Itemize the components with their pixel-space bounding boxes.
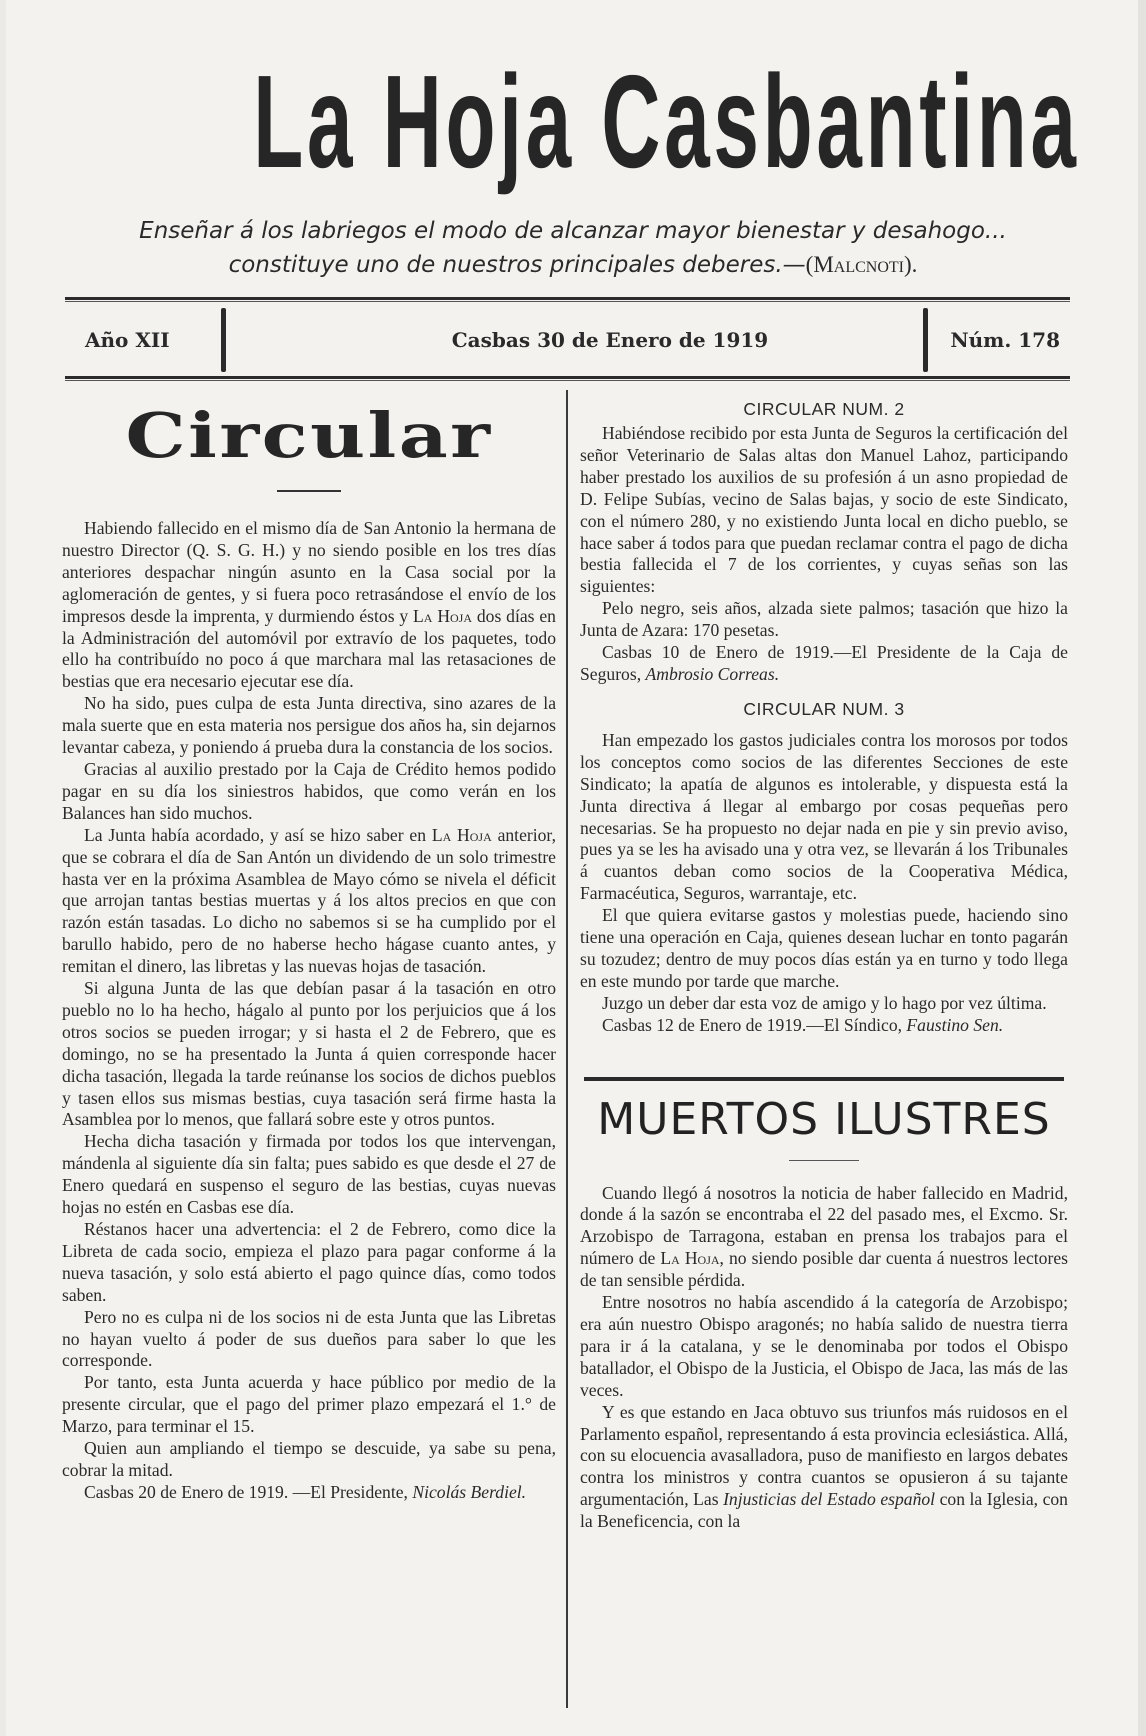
book-title: Injusticias del Estado español (723, 1489, 936, 1510)
info-divider (923, 308, 928, 372)
muertos-ilustres-title: MUERTOS ILUSTRES (597, 1093, 1051, 1145)
article-paragraph (580, 1183, 1068, 1293)
column-divider (566, 390, 568, 1708)
circular-2-heading: CIRCULAR NUM. 2 (743, 399, 905, 419)
issue-number: Núm. 178 (950, 328, 1060, 352)
article-paragraph: Pelo negro, seis años, alzada siete palmos; tasación que hizo la Junta de Azara: 170 pesetas. (580, 598, 1068, 641)
signature-text: Casbas 10 de Enero de 1919.—El Presidente de la Caja de Seguros, (580, 642, 1068, 684)
signature-name: Nicolás Berdiel. (412, 1481, 527, 1502)
newspaper-name: La Hoja (413, 605, 473, 626)
info-divider (221, 308, 226, 372)
newspaper-name: La Hoja (660, 1248, 720, 1269)
article-paragraph (580, 1402, 1068, 1533)
newspaper-name: La Hoja (431, 824, 492, 845)
paragraph-text: anterior, que se cobrara el día de San Antón un dividendo de un solo trimestre hasta ver en la próxima Asamblea de Mayo cómo se nivela el déficit que arrojan tantas bestias muertas y á los altos precios en que con razón están tasadas. Lo dicho no sabemos si se ha cumplido por el barullo habido, pero de no haberse hecho hágase cuanto antes, y remitan el dinero, las libretas y las nuevas hojas de tasación. (62, 824, 556, 977)
issue-place-date: Casbas 30 de Enero de 1919 (451, 328, 769, 352)
signature-name: Ambrosio Correas. (645, 663, 780, 684)
issue-info-row (65, 306, 1070, 374)
issue-year: Año XII (85, 328, 170, 352)
signature-line (62, 1482, 556, 1504)
article-paragraph: Juzgo un deber dar esta voz de amigo y lo hago por vez última. (602, 992, 1047, 1013)
article-paragraph: No ha sido, pues culpa de esta Junta directiva, sino azares de la mala suerte que en esta materia nos persigue dos años ha, sin dejarnos levantar cabeza, y poniendo á prueba dura la constancia de los socios. (62, 693, 556, 758)
article-paragraph: Hecha dicha tasación y firmada por todos los que intervengan, mándenla al siguiente día sin falta; pues sabido es que desde el 27 de Enero quedará en suspenso el seguro de las bestias, cuyas nuevas hojas no estén en Casbas ese día. (62, 1131, 556, 1218)
column-left (62, 398, 556, 1504)
header-rule-bottom (65, 376, 1070, 381)
article-paragraph (62, 825, 556, 978)
article-paragraph: Habiéndose recibido por esta Junta de Seguros la certificación del señor Veterinario de Salas altas don Manuel Lahoz, participando haber prestado los auxilios de su profesión á un asno propiedad de D. Felipe Subías, vecino de Salas bajas, y socio de este Sindicato, con el número 280, y no existiendo Junta local en dicho pueblo, se hace saber á todos para que puedan reclamar contra el pago de dicha bestia fallecida el 7 de los corrientes, y cuyas señas son las siguientes: (580, 423, 1068, 597)
article-paragraph: Por tanto, esta Junta acuerda y hace público por medio de la presente circular, que el pago del primer plazo empezará el 1.° de Marzo, para terminar el 15. (62, 1372, 556, 1437)
circular-3-heading: CIRCULAR NUM. 3 (743, 698, 905, 719)
paragraph-text: Habiendo fallecido en el mismo día de San Antonio la hermana de nuestro Director (Q. S. G. H.) y no siendo posible en los tres días anteriores despachar ningún asunto en la Casa social por la aglomeración de gentes, y si fuera poco retrasándose el envío de los impresos desde la imprenta, y durmiendo éstos y (62, 518, 556, 626)
paragraph-text: Cuando llegó á nosotros la noticia de haber fallecido en Madrid, donde á la sazón se encontraba el 22 del pasado mes, el Excmo. Sr. Arzobispo de Tarragona, estaban en prensa los trabajos para el número de (580, 1182, 1068, 1269)
masthead (0, 48, 1146, 195)
title-rule (277, 490, 341, 492)
article-paragraph: Gracias al auxilio prestado por la Caja de Crédito hemos podido pagar en su día los siniestros habidos, que como verán en los Balances han sido muchos. (62, 758, 556, 823)
motto-line-2 (0, 252, 1146, 278)
header-rule-top (65, 297, 1070, 302)
paragraph-text: , no siendo posible dar cuenta á nuestros lectores de tan sensible pérdida. (580, 1248, 1068, 1291)
title-rule (789, 1160, 859, 1161)
motto-line-1: Enseñar á los labriegos el modo de alcanzar mayor bienestar y desahogo... (139, 218, 1007, 244)
motto-author: (Malcnoti). (805, 252, 918, 277)
article-paragraph: Han empezado los gastos judiciales contra los morosos por todos los conceptos como socios de las diferentes Secciones de este Sindicato; la apatía de algunos es intolerable, y dispuesta está la Junta directiva á llegar al embargo por cosas pequeñas pero necesarias. Se ha propuesto no dejar nada en pie y sin previo aviso, pues ya se les ha avisado una y otra vez, se llevarán á los Tribunales á cuantos deban como socios de la Cooperativa Médica, Farmacéutica, Seguros, warrantaje, etc. (580, 729, 1068, 904)
paragraph-text: Y es que estando en Jaca obtuvo sus triunfos más ruidosos en el Parlamento español, representando á esta provincia eclesiástica. Allá, con su elocuencia avasalladora, puso de manifiesto en largos debates contra los ministros y contra cuantos se opusieron á su tajante argumentación, Las (580, 1401, 1068, 1510)
signature-name: Faustino Sen. (906, 1014, 1004, 1035)
article-paragraph (62, 518, 556, 693)
article-paragraph: Quien aun ampliando el tiempo se descuide, ya sabe su pena, cobrar la mitad. (62, 1438, 556, 1480)
paragraph-text: La Junta había acordado, y así se hizo saber en (84, 824, 432, 845)
paragraph-text: dos días en la Administración del automóvil por extravío de los paquetes, todo ello ha contribuído no poco á que marchara mal las retasaciones de bestias que era necesario ejecutar ese día. (62, 605, 556, 692)
paragraph-text: con la Iglesia, con la Beneficencia, con la (580, 1489, 1068, 1532)
article-paragraph: Si alguna Junta de las que debían pasar á la tasación en otro pueblo no lo ha hecho, hágalo al punto por los perjuicios que á los otros socios se pueden irrogar; y si hasta el 2 de Febrero, que es domingo, no se ha presentado la Junta á quien corresponde hacer dicha tasación, llegada la tarde reúnanse los socios de dichos pueblos y tasen ellos sus mismas bestias, cuya tasación será firme hasta la Asamblea por lo menos, que fallará sobre este y otros puntos. (62, 978, 556, 1130)
signature-text: Casbas 12 de Enero de 1919.—El Síndico, (602, 1014, 907, 1035)
article-paragraph: Pero no es culpa ni de los socios ni de esta Junta que las Libretas no hayan vuelto á poder de sus dueños para saber lo que les corresponde. (62, 1306, 556, 1371)
article-paragraph: Entre nosotros no había ascendido á la categoría de Arzobispo; era aún nuestro Obispo aragonés; no había salido de nuestra tierra para ir á la catalana, y se le denominaba por todos el Obispo batallador, el Obispo de la Justicia, el Obispo de Jaca, las más de las veces. (580, 1292, 1068, 1400)
section-rule (584, 1077, 1064, 1086)
column-right (580, 398, 1068, 1533)
signature-line (580, 1015, 1068, 1037)
muertos-ilustres-body (580, 1183, 1068, 1534)
motto-line-2-text: constituye uno de nuestros principales deberes.— (228, 252, 806, 278)
article-paragraph: El que quiera evitarse gastos y molestias puede, haciendo sino tiene una operación en Caja, quienes desean luchar en tonto pagarán su tozudez; dentro de muy pocos días están ya en turno y todo llega en este mundo por tarde que marche. (580, 905, 1068, 991)
newspaper-title: La Hoja Casbantina (253, 48, 1080, 195)
signature-line (580, 642, 1068, 686)
circular-title: Circular (125, 399, 493, 472)
article-paragraph: Réstanos hacer una advertencia: el 2 de Febrero, como dice la Libreta de cada socio, empieza el plazo para pagar conforme á la nueva tasación, y solo está abierto el pago quince días, como todos saben. (62, 1219, 556, 1305)
signature-text: Casbas 20 de Enero de 1919. —El Presidente, (84, 1481, 413, 1502)
